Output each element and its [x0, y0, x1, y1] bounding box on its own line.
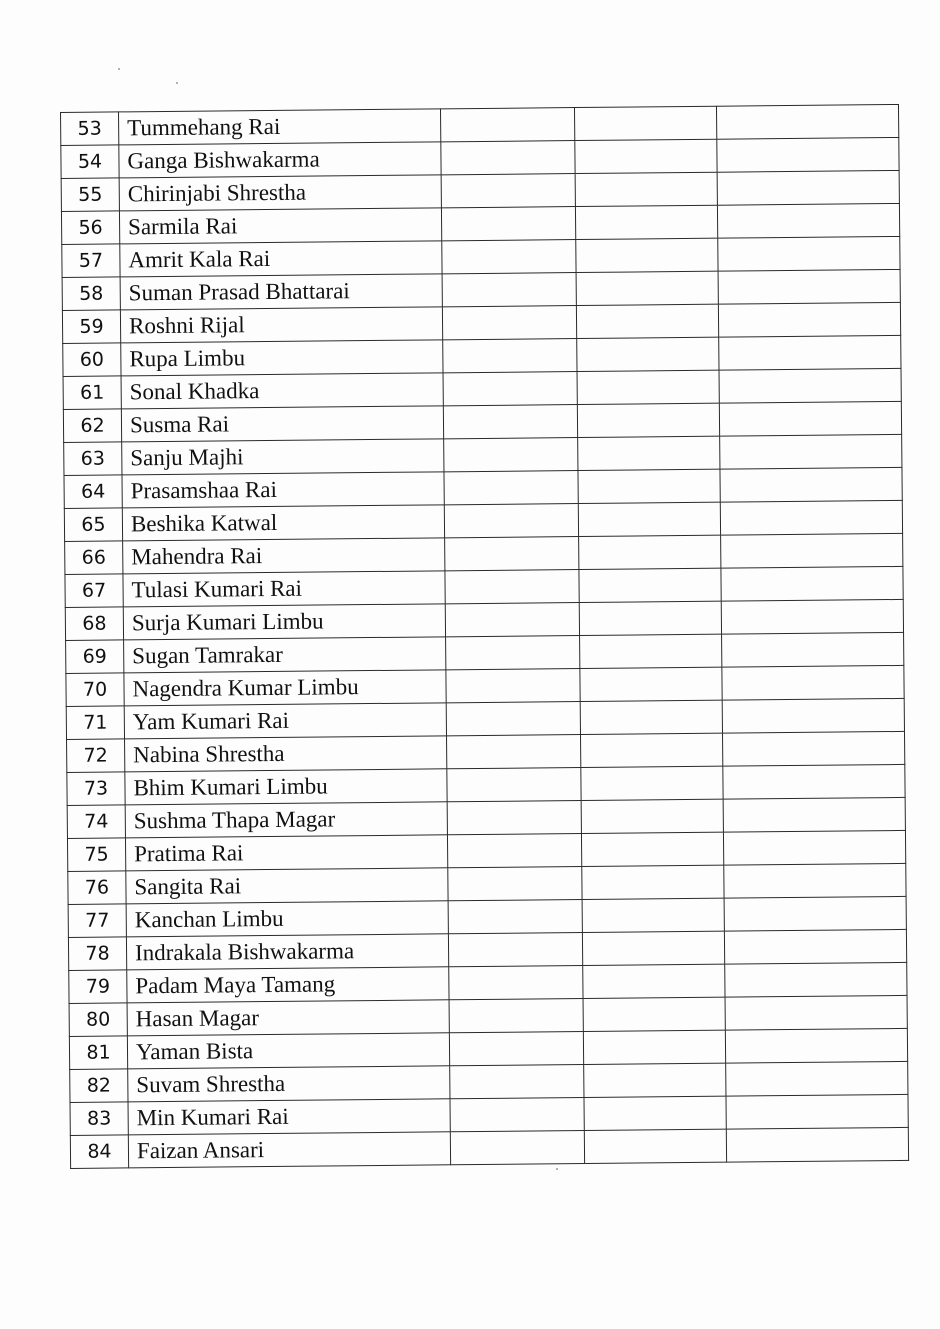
serial-number: 78 [68, 937, 126, 971]
blank-cell-c [720, 467, 902, 502]
blank-cell-b [579, 535, 721, 569]
blank-cell-c [721, 533, 903, 568]
person-name: Susma Rai [121, 406, 443, 442]
blank-cell-a [448, 867, 582, 901]
blank-cell-a [440, 108, 574, 142]
blank-cell-a [444, 438, 578, 472]
blank-cell-a [444, 504, 578, 538]
blank-cell-b [581, 832, 723, 866]
blank-cell-c [720, 434, 902, 469]
serial-number: 79 [69, 970, 127, 1004]
serial-number: 83 [70, 1102, 128, 1136]
blank-cell-c [717, 137, 899, 172]
blank-cell-b [584, 1063, 726, 1097]
roster-body [61, 104, 909, 1168]
blank-cell-c [725, 995, 907, 1030]
blank-cell-b [580, 634, 722, 668]
blank-cell-a [446, 636, 580, 670]
person-name: Surja Kumari Limbu [123, 604, 445, 640]
blank-cell-a [448, 933, 582, 967]
blank-cell-b [580, 667, 722, 701]
serial-number: 81 [69, 1036, 127, 1070]
blank-cell-b [584, 1129, 726, 1163]
blank-cell-b [576, 238, 718, 272]
person-name: Tulasi Kumari Rai [123, 571, 445, 607]
blank-cell-b [577, 370, 719, 404]
blank-cell-c [718, 302, 900, 337]
blank-cell-b [580, 733, 722, 767]
blank-cell-a [447, 768, 581, 802]
blank-cell-c [724, 863, 906, 898]
serial-number: 63 [64, 442, 122, 476]
blank-cell-a [448, 900, 582, 934]
blank-cell-a [446, 669, 580, 703]
blank-cell-c [724, 896, 906, 931]
blank-cell-b [578, 502, 720, 536]
serial-number: 61 [63, 376, 121, 410]
person-name: Rupa Limbu [121, 340, 443, 376]
serial-number: 75 [67, 838, 125, 872]
blank-cell-b [579, 568, 721, 602]
serial-number: 76 [68, 871, 126, 905]
blank-cell-b [577, 403, 719, 437]
serial-number: 60 [63, 343, 121, 377]
blank-cell-c [722, 698, 904, 733]
blank-cell-a [447, 735, 581, 769]
blank-cell-a [450, 1098, 584, 1132]
person-name: Sushma Thapa Magar [125, 802, 447, 838]
person-name: Padam Maya Tamang [127, 967, 449, 1003]
serial-number: 82 [70, 1069, 128, 1103]
blank-cell-a [450, 1065, 584, 1099]
blank-cell-b [582, 898, 724, 932]
blank-cell-c [720, 500, 902, 535]
blank-cell-b [576, 271, 718, 305]
blank-cell-b [574, 106, 716, 140]
serial-number: 72 [67, 739, 125, 773]
person-name: Min Kumari Rai [128, 1099, 450, 1135]
blank-cell-c [723, 830, 905, 865]
blank-cell-a [443, 372, 577, 406]
person-name: Prasamshaa Rai [122, 472, 444, 508]
person-name: Sonal Khadka [121, 373, 443, 409]
serial-number: 62 [63, 409, 121, 443]
serial-number: 53 [61, 112, 119, 146]
blank-cell-b [584, 1096, 726, 1130]
scan-speck [176, 82, 178, 84]
person-name: Roshni Rijal [120, 307, 442, 343]
blank-cell-a [450, 1131, 584, 1165]
blank-cell-c [723, 764, 905, 799]
scan-speck [556, 1168, 558, 1170]
blank-cell-a [441, 174, 575, 208]
blank-cell-c [725, 1028, 907, 1063]
blank-cell-b [575, 172, 717, 206]
blank-cell-a [447, 801, 581, 835]
blank-cell-c [721, 566, 903, 601]
serial-number: 80 [69, 1003, 127, 1037]
person-name: Tummehang Rai [119, 109, 441, 145]
serial-number: 56 [61, 211, 119, 245]
blank-cell-a [449, 966, 583, 1000]
person-name: Kanchan Limbu [126, 901, 448, 937]
serial-number: 84 [70, 1135, 128, 1169]
table-row [70, 1127, 908, 1168]
blank-cell-c [726, 1061, 908, 1096]
person-name: Pratima Rai [125, 835, 447, 871]
blank-cell-c [718, 236, 900, 271]
blank-cell-c [722, 665, 904, 700]
person-name: Sangita Rai [126, 868, 448, 904]
blank-cell-a [449, 999, 583, 1033]
person-name: Nabina Shrestha [125, 736, 447, 772]
serial-number: 70 [66, 673, 124, 707]
serial-number: 58 [62, 277, 120, 311]
serial-number: 74 [67, 805, 125, 839]
serial-number: 71 [66, 706, 124, 740]
blank-cell-a [446, 702, 580, 736]
blank-cell-b [581, 766, 723, 800]
person-name: Amrit Kala Rai [120, 241, 442, 277]
person-name: Sarmila Rai [119, 208, 441, 244]
person-name: Nagendra Kumar Limbu [124, 670, 446, 706]
blank-cell-b [577, 337, 719, 371]
blank-cell-c [723, 797, 905, 832]
blank-cell-b [583, 964, 725, 998]
person-name: Yaman Bista [127, 1033, 449, 1069]
blank-cell-b [578, 469, 720, 503]
serial-number: 59 [62, 310, 120, 344]
blank-cell-c [717, 203, 899, 238]
blank-cell-c [724, 929, 906, 964]
blank-cell-a [444, 471, 578, 505]
person-name: Chirinjabi Shrestha [119, 175, 441, 211]
blank-cell-c [716, 104, 898, 139]
serial-number: 65 [64, 508, 122, 542]
blank-cell-a [445, 537, 579, 571]
blank-cell-a [443, 339, 577, 373]
blank-cell-b [582, 865, 724, 899]
blank-cell-a [442, 240, 576, 274]
serial-number: 64 [64, 475, 122, 509]
person-name: Mahendra Rai [123, 538, 445, 574]
serial-number: 69 [66, 640, 124, 674]
roster-table [60, 104, 909, 1169]
blank-cell-a [447, 834, 581, 868]
person-name: Beshika Katwal [122, 505, 444, 541]
blank-cell-a [442, 306, 576, 340]
blank-cell-c [726, 1127, 908, 1162]
blank-cell-b [583, 997, 725, 1031]
blank-cell-b [575, 205, 717, 239]
serial-number: 66 [65, 541, 123, 575]
blank-cell-a [441, 207, 575, 241]
blank-cell-a [445, 570, 579, 604]
blank-cell-b [576, 304, 718, 338]
blank-cell-b [580, 700, 722, 734]
person-name: Yam Kumari Rai [124, 703, 446, 739]
blank-cell-b [579, 601, 721, 635]
person-name: Ganga Bishwakarma [119, 142, 441, 178]
person-name: Suvam Shrestha [128, 1066, 450, 1102]
person-name: Suman Prasad Bhattarai [120, 274, 442, 310]
blank-cell-c [722, 731, 904, 766]
serial-number: 67 [65, 574, 123, 608]
blank-cell-b [581, 799, 723, 833]
blank-cell-c [719, 368, 901, 403]
person-name: Sanju Majhi [122, 439, 444, 475]
person-name: Bhim Kumari Limbu [125, 769, 447, 805]
blank-cell-a [441, 141, 575, 175]
serial-number: 55 [61, 178, 119, 212]
person-name: Sugan Tamrakar [124, 637, 446, 673]
blank-cell-b [582, 931, 724, 965]
serial-number: 73 [67, 772, 125, 806]
blank-cell-a [442, 273, 576, 307]
serial-number: 68 [65, 607, 123, 641]
serial-number: 57 [62, 244, 120, 278]
blank-cell-a [445, 603, 579, 637]
person-name: Faizan Ansari [128, 1132, 450, 1168]
blank-cell-b [575, 139, 717, 173]
person-name: Indrakala Bishwakarma [126, 934, 448, 970]
blank-cell-c [719, 401, 901, 436]
blank-cell-c [726, 1094, 908, 1129]
blank-cell-c [725, 962, 907, 997]
scan-speck [118, 68, 120, 70]
serial-number: 54 [61, 145, 119, 179]
person-name: Hasan Magar [127, 1000, 449, 1036]
serial-number: 77 [68, 904, 126, 938]
blank-cell-b [583, 1030, 725, 1064]
blank-cell-c [717, 170, 899, 205]
blank-cell-c [718, 269, 900, 304]
blank-cell-c [721, 599, 903, 634]
blank-cell-a [449, 1032, 583, 1066]
blank-cell-a [443, 405, 577, 439]
blank-cell-b [578, 436, 720, 470]
blank-cell-c [722, 632, 904, 667]
blank-cell-c [719, 335, 901, 370]
